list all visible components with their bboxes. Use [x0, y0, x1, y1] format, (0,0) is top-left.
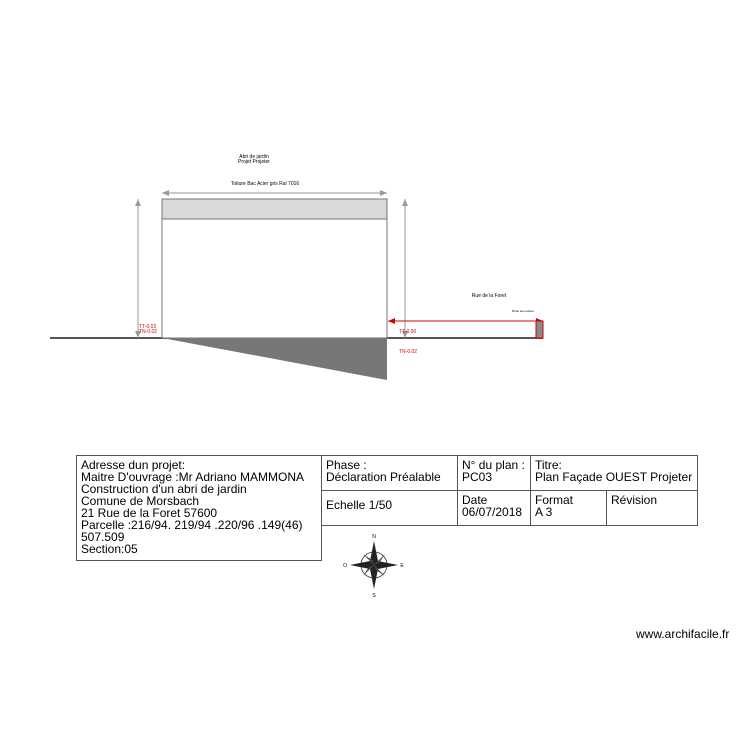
red-arrow-left — [388, 318, 395, 324]
compass-e: E — [400, 563, 404, 569]
compass-s: S — [372, 593, 376, 599]
street-label: Rue de la Foret — [471, 293, 507, 299]
address-line: Parcelle :216/94. 219/94 .220/96 .149(46) — [81, 518, 303, 532]
revision-cell — [606, 490, 698, 526]
address-line: Maitre D'ouvrage :Mr Adriano MAMMONA — [81, 470, 305, 484]
address-line: Construction d'un abri de jardin — [81, 482, 247, 496]
level-tt-left: TT-0.02 — [139, 324, 157, 330]
compass-rose-icon — [343, 534, 404, 599]
title-cell — [530, 455, 698, 491]
title-value: Plan Façade OUEST Projeter — [535, 470, 693, 484]
date-label: Date — [462, 493, 488, 507]
revision-label: Révision — [611, 493, 658, 507]
project-title-line2: Projet Projeter — [238, 159, 270, 165]
plan-number-value: PC03 — [462, 470, 493, 484]
address-heading: Adresse dun projet: — [81, 458, 186, 472]
date-cell — [457, 490, 531, 526]
dim-arrow-right — [380, 190, 387, 196]
dim-arrow-left — [162, 190, 169, 196]
address-line: Section:05 — [81, 542, 138, 556]
level-tt-right: TT-0.00 — [399, 329, 417, 335]
level-tn-left: TN-0.02 — [139, 329, 158, 335]
address-cell — [76, 455, 322, 561]
plan-number-cell — [457, 455, 531, 491]
plan-number-label: N° du plan : — [462, 458, 525, 472]
format-label: Format — [535, 493, 574, 507]
watermark: www.archifacile.fr — [636, 627, 730, 641]
project-title-line1: Abri de jardin — [239, 154, 269, 160]
phase-cell — [321, 455, 458, 491]
level-tn-right: TN-0.02 — [399, 349, 418, 355]
format-value: A 3 — [535, 505, 553, 519]
shed-wall — [162, 199, 387, 338]
address-line: 507.509 — [81, 530, 125, 544]
address-line: 21 Rue de la Foret 57600 — [81, 506, 218, 520]
letterbox — [536, 321, 543, 338]
address-line: Comune de Morsbach — [81, 494, 200, 508]
format-cell — [530, 490, 607, 526]
title-label: Titre: — [535, 458, 562, 472]
date-value: 06/07/2018 — [462, 505, 523, 519]
scale-value: Echelle 1/50 — [326, 498, 393, 512]
phase-value: Déclaration Préalable — [326, 470, 441, 484]
foundation-slab — [162, 338, 387, 380]
letterbox-label: Boite aux lettres — [512, 309, 534, 313]
scale-cell — [321, 490, 458, 526]
compass-n: N — [372, 534, 376, 540]
compass-o: O — [343, 563, 347, 569]
dim-arrow-up-right — [402, 199, 408, 206]
roof-band — [162, 199, 387, 219]
phase-label: Phase : — [326, 458, 367, 472]
dim-arrow-up-left — [135, 199, 141, 206]
roof-label: Toiture Bac Acier gris Ral 7016 — [230, 181, 300, 187]
